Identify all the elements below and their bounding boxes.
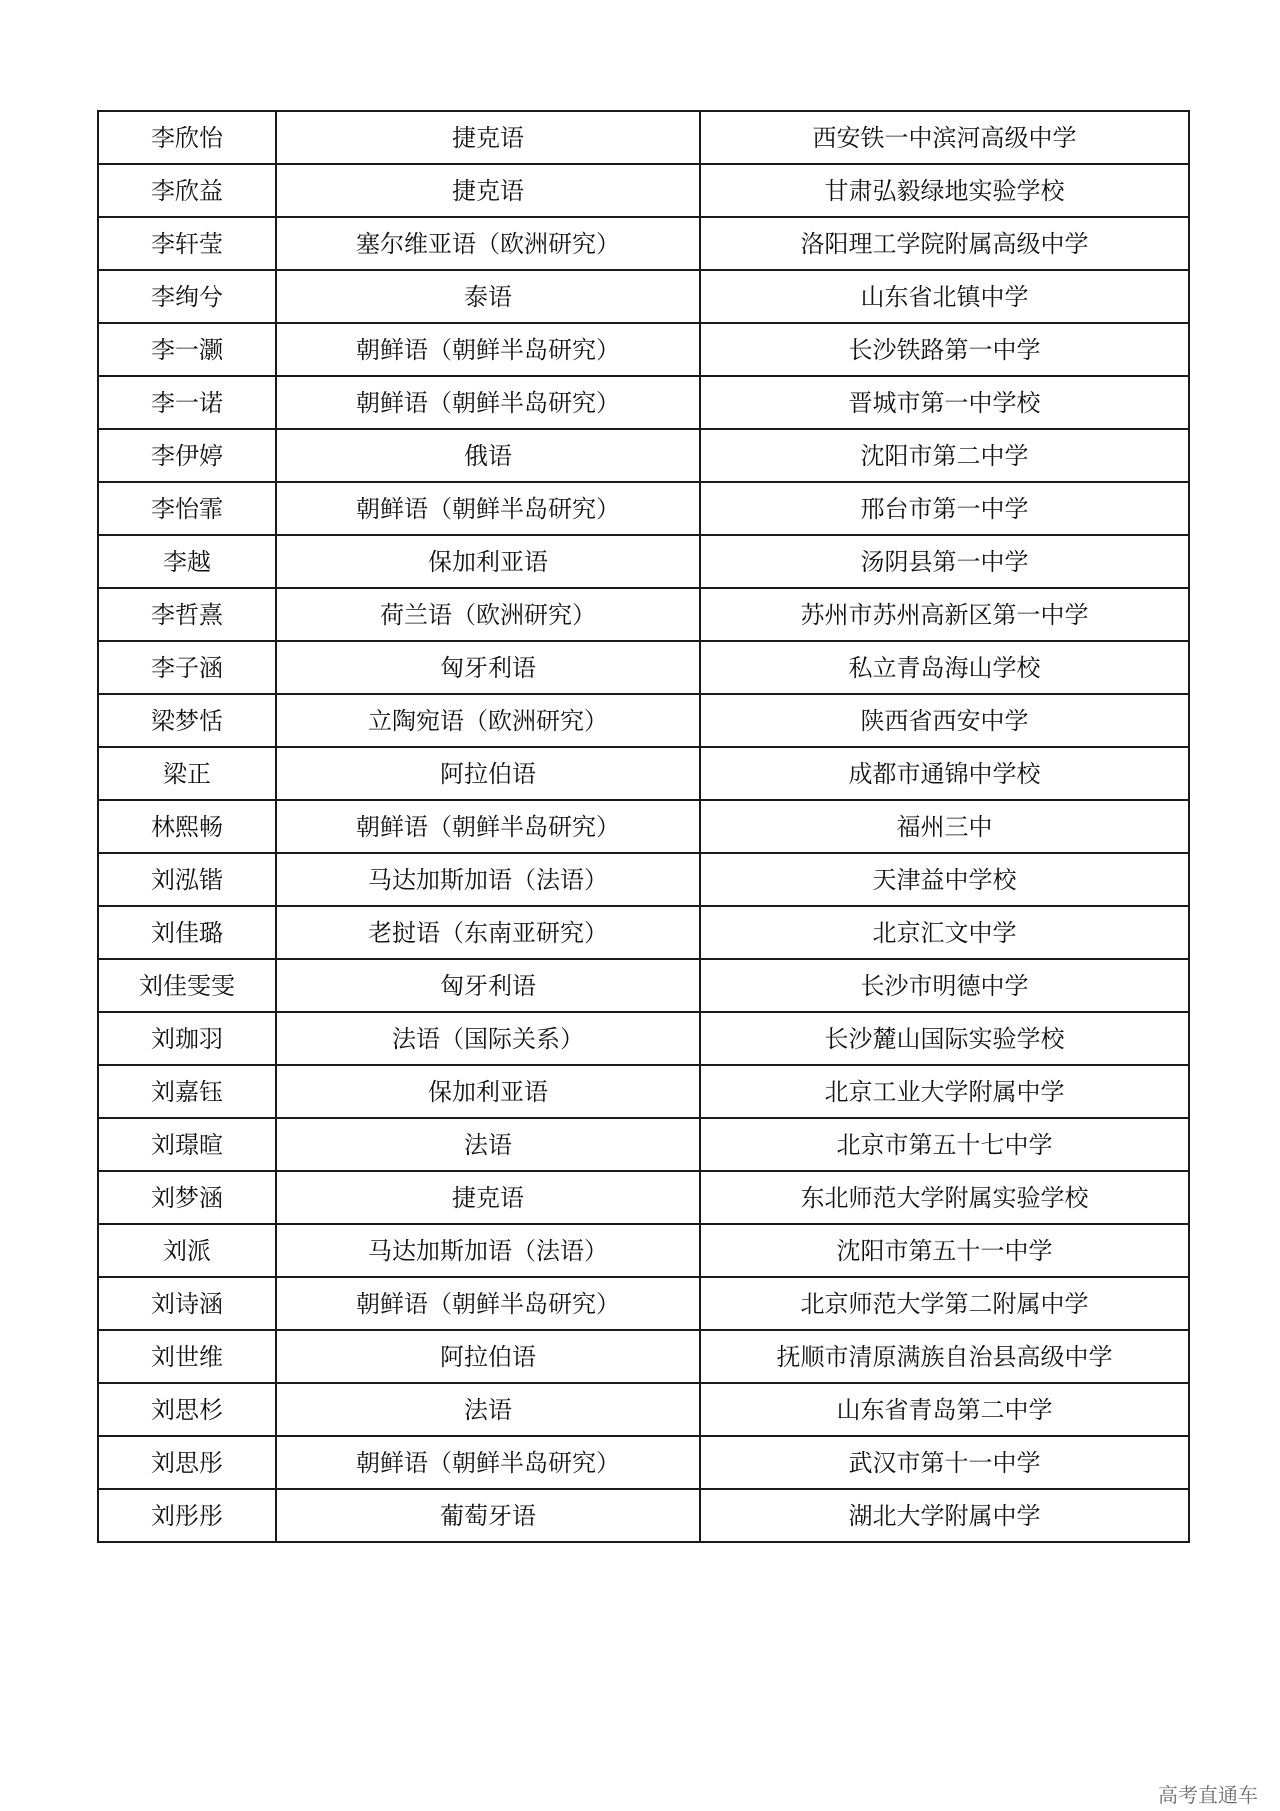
school-cell: 私立青岛海山学校 bbox=[700, 641, 1189, 694]
major-cell: 保加利亚语 bbox=[276, 535, 700, 588]
table-row bbox=[98, 270, 1189, 323]
table-row bbox=[98, 376, 1189, 429]
major-cell: 马达加斯加语（法语） bbox=[276, 1224, 700, 1277]
name-cell: 李轩莹 bbox=[98, 217, 276, 270]
name-cell: 刘梦涵 bbox=[98, 1171, 276, 1224]
major-cell: 朝鲜语（朝鲜半岛研究） bbox=[276, 800, 700, 853]
name-cell: 李绚兮 bbox=[98, 270, 276, 323]
major-cell: 捷克语 bbox=[276, 164, 700, 217]
school-cell: 洛阳理工学院附属高级中学 bbox=[700, 217, 1189, 270]
school-cell: 汤阴县第一中学 bbox=[700, 535, 1189, 588]
school-cell: 天津益中学校 bbox=[700, 853, 1189, 906]
name-cell: 李欣益 bbox=[98, 164, 276, 217]
major-cell: 葡萄牙语 bbox=[276, 1489, 700, 1542]
table-row bbox=[98, 323, 1189, 376]
name-cell: 李一诺 bbox=[98, 376, 276, 429]
major-cell: 塞尔维亚语（欧洲研究） bbox=[276, 217, 700, 270]
name-cell: 刘世维 bbox=[98, 1330, 276, 1383]
table-row bbox=[98, 694, 1189, 747]
major-cell: 泰语 bbox=[276, 270, 700, 323]
table-row bbox=[98, 959, 1189, 1012]
name-cell: 刘佳璐 bbox=[98, 906, 276, 959]
table-row bbox=[98, 588, 1189, 641]
school-cell: 晋城市第一中学校 bbox=[700, 376, 1189, 429]
table-row bbox=[98, 217, 1189, 270]
table-row bbox=[98, 1065, 1189, 1118]
table-row bbox=[98, 1330, 1189, 1383]
name-cell: 梁正 bbox=[98, 747, 276, 800]
school-cell: 陕西省西安中学 bbox=[700, 694, 1189, 747]
table-row bbox=[98, 800, 1189, 853]
major-cell: 朝鲜语（朝鲜半岛研究） bbox=[276, 482, 700, 535]
name-cell: 刘思彤 bbox=[98, 1436, 276, 1489]
school-cell: 沈阳市第二中学 bbox=[700, 429, 1189, 482]
name-cell: 李怡霏 bbox=[98, 482, 276, 535]
school-cell: 山东省青岛第二中学 bbox=[700, 1383, 1189, 1436]
table-row bbox=[98, 906, 1189, 959]
name-cell: 李欣怡 bbox=[98, 111, 276, 164]
name-cell: 李子涵 bbox=[98, 641, 276, 694]
table-row bbox=[98, 482, 1189, 535]
school-cell: 邢台市第一中学 bbox=[700, 482, 1189, 535]
table-row bbox=[98, 1012, 1189, 1065]
school-cell: 长沙铁路第一中学 bbox=[700, 323, 1189, 376]
name-cell: 刘诗涵 bbox=[98, 1277, 276, 1330]
school-cell: 苏州市苏州高新区第一中学 bbox=[700, 588, 1189, 641]
table-row bbox=[98, 535, 1189, 588]
name-cell: 梁梦恬 bbox=[98, 694, 276, 747]
table-row bbox=[98, 1277, 1189, 1330]
major-cell: 老挝语（东南亚研究） bbox=[276, 906, 700, 959]
major-cell: 捷克语 bbox=[276, 1171, 700, 1224]
table-row bbox=[98, 853, 1189, 906]
table-row bbox=[98, 1118, 1189, 1171]
major-cell: 法语 bbox=[276, 1383, 700, 1436]
name-cell: 刘佳雯雯 bbox=[98, 959, 276, 1012]
table-row bbox=[98, 1171, 1189, 1224]
school-cell: 福州三中 bbox=[700, 800, 1189, 853]
name-cell: 刘彤彤 bbox=[98, 1489, 276, 1542]
major-cell: 朝鲜语（朝鲜半岛研究） bbox=[276, 323, 700, 376]
major-cell: 阿拉伯语 bbox=[276, 1330, 700, 1383]
school-cell: 西安铁一中滨河高级中学 bbox=[700, 111, 1189, 164]
school-cell: 抚顺市清原满族自治县高级中学 bbox=[700, 1330, 1189, 1383]
school-cell: 长沙市明德中学 bbox=[700, 959, 1189, 1012]
table-row bbox=[98, 1436, 1189, 1489]
table-row bbox=[98, 111, 1189, 164]
school-cell: 北京工业大学附属中学 bbox=[700, 1065, 1189, 1118]
school-cell: 东北师范大学附属实验学校 bbox=[700, 1171, 1189, 1224]
table-row bbox=[98, 641, 1189, 694]
major-cell: 马达加斯加语（法语） bbox=[276, 853, 700, 906]
name-cell: 林熙畅 bbox=[98, 800, 276, 853]
school-cell: 北京师范大学第二附属中学 bbox=[700, 1277, 1189, 1330]
table-row bbox=[98, 1383, 1189, 1436]
school-cell: 山东省北镇中学 bbox=[700, 270, 1189, 323]
major-cell: 匈牙利语 bbox=[276, 641, 700, 694]
major-cell: 保加利亚语 bbox=[276, 1065, 700, 1118]
major-cell: 荷兰语（欧洲研究） bbox=[276, 588, 700, 641]
major-cell: 立陶宛语（欧洲研究） bbox=[276, 694, 700, 747]
name-cell: 刘思杉 bbox=[98, 1383, 276, 1436]
school-cell: 湖北大学附属中学 bbox=[700, 1489, 1189, 1542]
table-row bbox=[98, 164, 1189, 217]
major-cell: 捷克语 bbox=[276, 111, 700, 164]
student-table bbox=[97, 110, 1190, 1543]
major-cell: 阿拉伯语 bbox=[276, 747, 700, 800]
school-cell: 武汉市第十一中学 bbox=[700, 1436, 1189, 1489]
name-cell: 李哲熹 bbox=[98, 588, 276, 641]
major-cell: 朝鲜语（朝鲜半岛研究） bbox=[276, 376, 700, 429]
table-row bbox=[98, 747, 1189, 800]
table-row bbox=[98, 1224, 1189, 1277]
major-cell: 法语 bbox=[276, 1118, 700, 1171]
school-cell: 成都市通锦中学校 bbox=[700, 747, 1189, 800]
name-cell: 李伊婷 bbox=[98, 429, 276, 482]
name-cell: 刘派 bbox=[98, 1224, 276, 1277]
major-cell: 匈牙利语 bbox=[276, 959, 700, 1012]
school-cell: 北京市第五十七中学 bbox=[700, 1118, 1189, 1171]
table-row bbox=[98, 429, 1189, 482]
major-cell: 朝鲜语（朝鲜半岛研究） bbox=[276, 1436, 700, 1489]
school-cell: 沈阳市第五十一中学 bbox=[700, 1224, 1189, 1277]
student-table-body bbox=[98, 111, 1189, 1542]
name-cell: 李越 bbox=[98, 535, 276, 588]
name-cell: 刘嘉钰 bbox=[98, 1065, 276, 1118]
major-cell: 法语（国际关系） bbox=[276, 1012, 700, 1065]
name-cell: 刘珈羽 bbox=[98, 1012, 276, 1065]
school-cell: 甘肃弘毅绿地实验学校 bbox=[700, 164, 1189, 217]
major-cell: 朝鲜语（朝鲜半岛研究） bbox=[276, 1277, 700, 1330]
name-cell: 刘泓锴 bbox=[98, 853, 276, 906]
school-cell: 北京汇文中学 bbox=[700, 906, 1189, 959]
watermark: 高考直通车 bbox=[1158, 1783, 1258, 1807]
table-row bbox=[98, 1489, 1189, 1542]
major-cell: 俄语 bbox=[276, 429, 700, 482]
name-cell: 李一灏 bbox=[98, 323, 276, 376]
school-cell: 长沙麓山国际实验学校 bbox=[700, 1012, 1189, 1065]
name-cell: 刘璟暄 bbox=[98, 1118, 276, 1171]
